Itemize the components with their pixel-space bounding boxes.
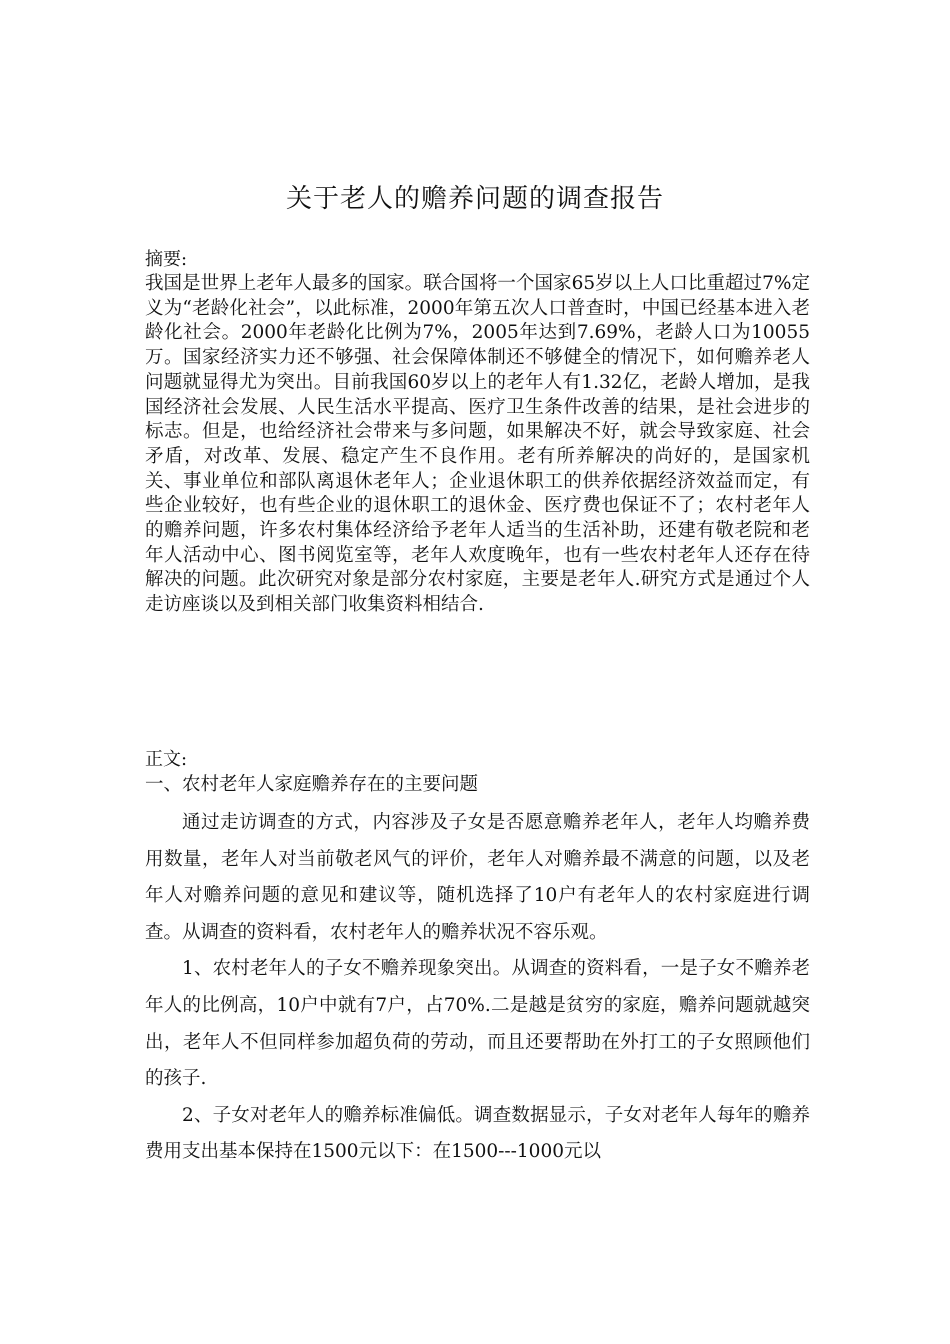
- body-paragraph: 2、子女对老年人的赡养标准偏低。调查数据显示，子女对老年人每年的赡养费用支出基本保持在1500元以下：在1500---1000元以: [145, 1104, 810, 1163]
- page-title: 关于老人的赡养问题的调查报告: [285, 184, 664, 214]
- abstract-label: 摘要:: [145, 249, 188, 270]
- section-heading: 一、农村老年人家庭赡养存在的主要问题: [145, 774, 479, 795]
- body-label: 正文:: [145, 749, 188, 770]
- body-paragraph: 通过走访调查的方式，内容涉及子女是否愿意赡养老年人，老年人均赡养费用数量，老年人对当前敬老风气的评价，老年人对赡养最不满意的问题，以及老年人对赡养问题的意见和建议等，随机选择了10户有老年人的农村家庭进行调查。从调查的资料看，农村老年人的赡养状况不容乐观。: [145, 812, 810, 943]
- abstract-paragraph: 我国是世界上老年人最多的国家。联合国将一个国家65岁以上人口比重超过7%定义为“老龄化社会”，以此标准，2000年第五次人口普查时，中国已经基本进入老龄化社会。2000年老龄化比例为7%，2005年达到7.69%，老龄人口为10055万。国家经济实力还不够强、社会保障体制还不够健全的情况下，如何赡养老人问题就显得尤为突出。目前我国60岁以上的老年人有1.32亿，老龄人增加，是我国经济社会发展、人民生活水平提高、医疗卫生条件改善的结果，是社会进步的标志。但是，也给经济社会带来与多问题，如果解决不好，就会导致家庭、社会矛盾，对改革、发展、稳定产生不良作用。老有所养解决的尚好的，是国家机关、事业单位和部队离退休老年人；企业退休职工的供养依据经济效益而定，有些企业较好，也有些企业的退休职工的退休金、医疗费也保证不了；农村老年人的赡养问题，许多农村集体经济给予老年人适当的生活补助，还建有敬老院和老年人活动中心、图书阅览室等，老年人欢度晚年，也有一些农村老年人还存在待解决的问题。此次研究对象是部分农村家庭，主要是老年人.研究方式是通过个人走访座谈以及到相关部门收集资料相结合.: [145, 273, 810, 616]
- body-text: [145, 805, 810, 1171]
- body-paragraph: 1、农村老年人的子女不赡养现象突出。从调查的资料看，一是子女不赡养老年人的比例高，10户中就有7户，占70%.二是越是贫穷的家庭，赡养问题就越突出，老年人不但同样参加超负荷的劳动，而且还要帮助在外打工的子女照顾他们的孩子.: [145, 958, 810, 1090]
